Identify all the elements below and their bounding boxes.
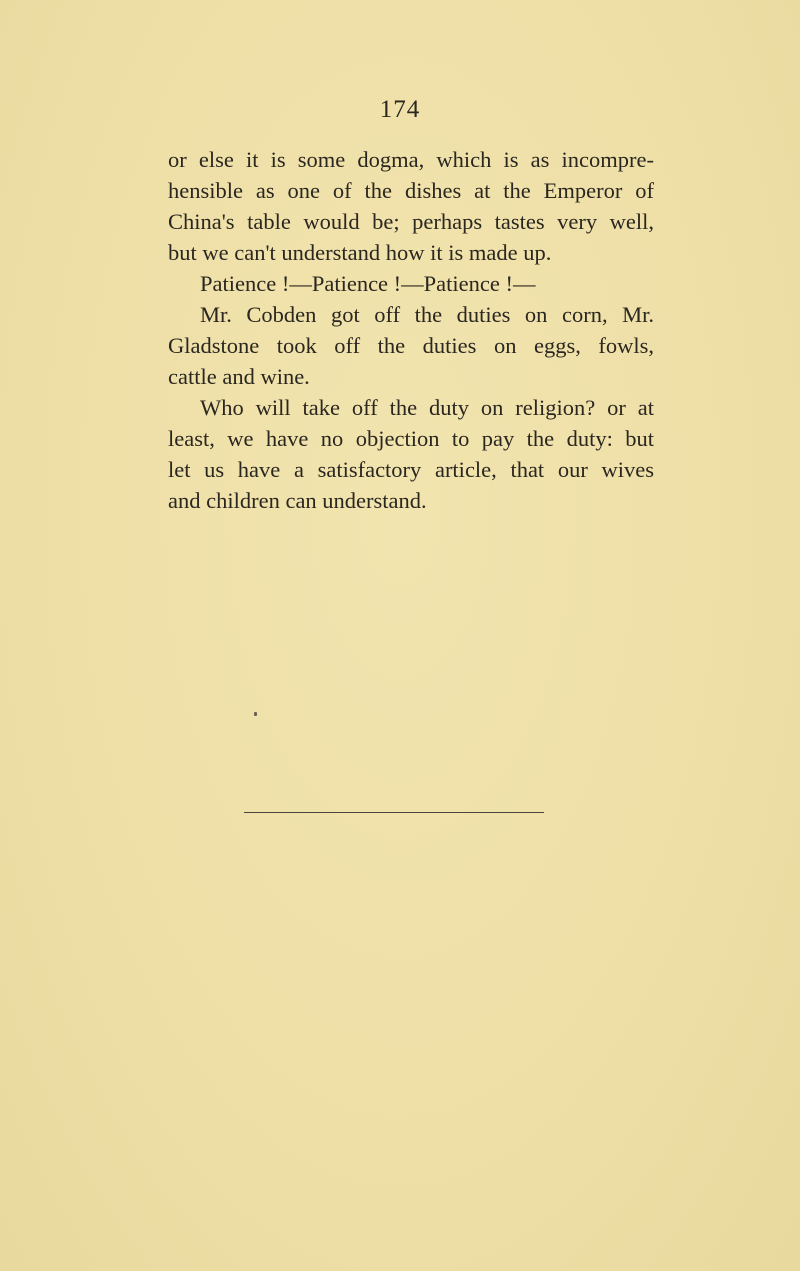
body-text — [168, 144, 654, 516]
text-line: cattle and wine. — [168, 364, 310, 389]
text-line: or else it is some dogma, which is as incompre- — [168, 147, 654, 172]
text-line: but we can't understand how it is made up. — [168, 240, 552, 265]
text-line: Gladstone took off the duties on eggs, fowls, — [168, 333, 654, 358]
text-line: hensible as one of the dishes at the Emperor of — [168, 178, 654, 203]
text-line: least, we have no objection to pay the duty: but — [168, 426, 654, 451]
text-line: let us have a satisfactory article, that our wives — [168, 457, 654, 482]
page-number: 174 — [379, 96, 421, 123]
text-line: Mr. Cobden got off the duties on corn, Mr. — [200, 302, 654, 327]
text-line: China's table would be; perhaps tastes very well, — [168, 209, 654, 234]
section-divider — [244, 812, 544, 813]
ink-speck — [254, 712, 257, 716]
text-line: Who will take off the duty on religion? or at — [200, 395, 654, 420]
text-line: and children can understand. — [168, 488, 427, 513]
text-line: Patience !—Patience !—Patience !— — [200, 271, 536, 296]
